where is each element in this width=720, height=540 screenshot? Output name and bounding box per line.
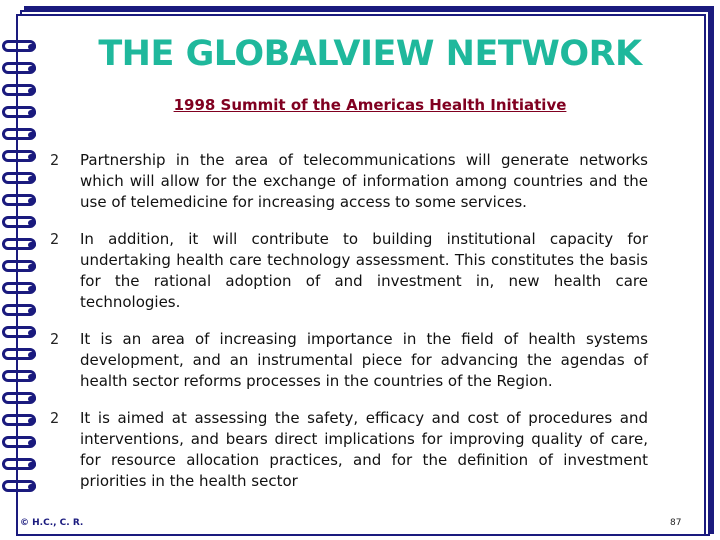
bullet-item bbox=[50, 329, 648, 392]
bullet-icon: 2 bbox=[50, 230, 60, 248]
bullet-item bbox=[50, 408, 648, 492]
bullet-list bbox=[50, 150, 648, 508]
spiral-ring bbox=[2, 348, 36, 360]
spiral-ring bbox=[2, 414, 36, 426]
bullet-text: It is an area of increasing importance in the field of health systems development, and an instrumental piece for advancing the agendas of health sector reforms processes in the countries of the Region. bbox=[80, 330, 648, 390]
spiral-ring bbox=[2, 172, 36, 184]
spiral-ring bbox=[2, 326, 36, 338]
spiral-ring bbox=[2, 128, 36, 140]
bullet-text: It is aimed at assessing the safety, efficacy and cost of procedures and interventions, and bears direct implications for improving quality of care, for resource allocation practices, and for the definition of investment priorities in the health sector bbox=[80, 409, 648, 490]
spiral-ring bbox=[2, 84, 36, 96]
bullet-icon: 2 bbox=[50, 151, 60, 169]
spiral-ring bbox=[2, 194, 36, 206]
spiral-ring bbox=[2, 62, 36, 74]
spiral-ring bbox=[2, 150, 36, 162]
slide-subtitle: 1998 Summit of the Americas Health Initiative bbox=[173, 96, 567, 114]
copyright-footer: © H.C., C. R. bbox=[20, 518, 84, 528]
bullet-item bbox=[50, 150, 648, 213]
spiral-ring bbox=[2, 260, 36, 272]
bullet-text: Partnership in the area of telecommunications will generate networks which will allow for the exchange of information among countries and the use of telemedicine for increasing access to some services. bbox=[80, 151, 648, 211]
page-number: 87 bbox=[670, 518, 682, 528]
spiral-ring bbox=[2, 238, 36, 250]
bullet-text: In addition, it will contribute to building institutional capacity for undertaking health care technology assessment. This constitutes the basis for the rational adoption of and investment in, new health care technologies. bbox=[80, 230, 648, 311]
spiral-ring bbox=[2, 40, 36, 52]
spiral-ring bbox=[2, 370, 36, 382]
spiral-ring bbox=[2, 436, 36, 448]
spiral-ring bbox=[2, 480, 36, 492]
slide-title: THE GLOBALVIEW NETWORK bbox=[98, 34, 642, 74]
spiral-ring bbox=[2, 392, 36, 404]
spiral-ring bbox=[2, 282, 36, 294]
spiral-binding bbox=[0, 40, 40, 510]
spiral-ring bbox=[2, 106, 36, 118]
spiral-ring bbox=[2, 304, 36, 316]
bullet-icon: 2 bbox=[50, 330, 60, 348]
spiral-ring bbox=[2, 458, 36, 470]
bullet-item bbox=[50, 229, 648, 313]
bullet-icon: 2 bbox=[50, 409, 60, 427]
spiral-ring bbox=[2, 216, 36, 228]
